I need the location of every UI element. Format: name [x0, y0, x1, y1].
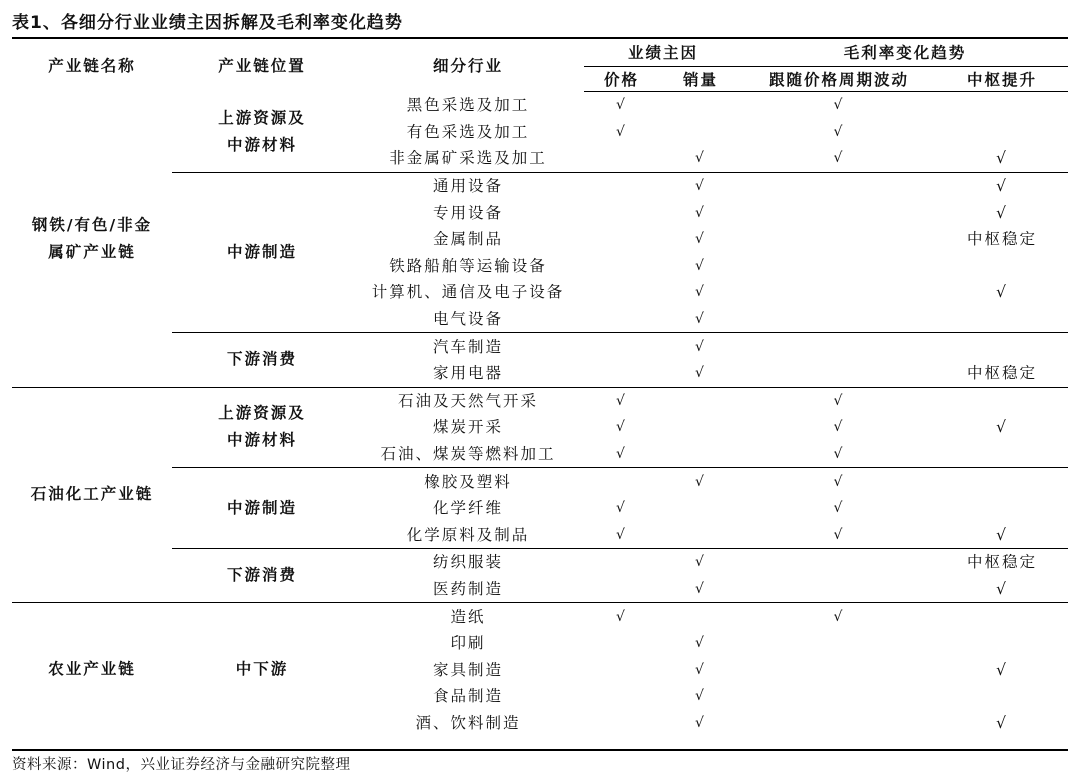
- position-name: [172, 172, 352, 333]
- volume-cell: [659, 92, 742, 119]
- header-driver-group: 业绩主因: [584, 38, 742, 67]
- rise-cell: √: [996, 713, 1008, 732]
- industry-cell: 电气设备: [432, 310, 503, 329]
- volume-cell: √: [695, 231, 706, 248]
- industry-cell: 食品制造: [432, 687, 503, 706]
- price-cell: √: [584, 603, 659, 630]
- cyclical-cell: [742, 683, 936, 710]
- cyclical-cell: √: [833, 123, 845, 140]
- rise-cell: [936, 630, 1068, 657]
- header-margin-group: 毛利率变化趋势: [742, 38, 1068, 67]
- price-cell: [584, 710, 659, 737]
- cyclical-cell: √: [742, 603, 936, 630]
- position-name: [172, 92, 352, 173]
- industry-cell: 造纸: [352, 603, 584, 630]
- header-position: 产业链位置: [218, 56, 306, 75]
- header-rise: 中枢提升: [936, 67, 1068, 92]
- volume-cell: [659, 119, 742, 146]
- position-name-line: 下游消费: [226, 566, 297, 585]
- price-cell: [584, 656, 659, 683]
- volume-cell: [659, 522, 742, 549]
- position-name: [172, 468, 352, 549]
- cyclical-cell: [742, 333, 936, 360]
- header-volume: 销量: [659, 67, 742, 92]
- cyclical-cell: [742, 172, 936, 199]
- price-cell: [584, 253, 659, 280]
- source-note: 资料来源：Wind，兴业证券经济与金融研究院整理: [12, 757, 351, 773]
- rise-cell: [936, 92, 1068, 119]
- price-cell: √: [616, 526, 627, 543]
- chain-name-line: 农业产业链: [48, 660, 136, 679]
- industry-cell: 家用电器: [432, 364, 503, 383]
- rise-cell: [936, 333, 1068, 360]
- chain-name: [12, 387, 172, 603]
- volume-cell: [659, 495, 742, 522]
- header-chain: 产业链名称: [48, 56, 136, 75]
- bottom-rule: [12, 749, 1068, 751]
- rise-cell: [936, 441, 1068, 468]
- table-title: 表1、各细分行业业绩主因拆解及毛利率变化趋势: [12, 13, 403, 33]
- rise-cell: [936, 683, 1068, 710]
- table-row: [12, 603, 1068, 630]
- position-name: [172, 387, 352, 468]
- rise-cell: √: [936, 172, 1068, 199]
- price-cell: [584, 306, 659, 333]
- cyclical-cell: [742, 226, 936, 253]
- rise-cell: [936, 306, 1068, 333]
- volume-cell: √: [695, 257, 706, 274]
- industry-cell: 化学原料及制品: [406, 525, 530, 544]
- cyclical-cell: √: [742, 468, 936, 495]
- volume-cell: √: [659, 333, 742, 360]
- rise-cell: [936, 495, 1068, 522]
- header-price: 价格: [584, 67, 659, 92]
- cyclical-cell: √: [833, 419, 845, 436]
- rise-cell: 中枢稳定: [936, 549, 1068, 576]
- industry-table: [12, 38, 1068, 736]
- rise-cell: 中枢稳定: [967, 230, 1038, 249]
- volume-cell: [659, 387, 742, 414]
- position-name: [172, 333, 352, 387]
- volume-cell: √: [695, 150, 706, 167]
- rise-cell: [936, 387, 1068, 414]
- chain-name: [12, 603, 172, 736]
- price-cell: √: [584, 387, 659, 414]
- industry-cell: 医药制造: [432, 579, 503, 598]
- volume-cell: √: [695, 688, 706, 705]
- price-cell: [584, 172, 659, 199]
- position-name-line: 中游制造: [226, 243, 297, 262]
- position-name: [172, 549, 352, 603]
- price-cell: √: [616, 446, 627, 463]
- cyclical-cell: √: [833, 500, 845, 517]
- cyclical-cell: [742, 306, 936, 333]
- volume-cell: √: [695, 661, 706, 678]
- position-name-line: 中下游: [235, 660, 289, 679]
- industry-cell: 非金属矿采选及加工: [389, 149, 547, 168]
- volume-cell: √: [695, 204, 706, 221]
- price-cell: [584, 199, 659, 226]
- cyclical-cell: √: [833, 150, 845, 167]
- chain-name-line: 钢铁/有色/非金: [31, 216, 153, 235]
- cyclical-cell: √: [742, 387, 936, 414]
- industry-cell: 煤炭开采: [432, 418, 503, 437]
- volume-cell: √: [695, 365, 706, 382]
- price-cell: [584, 683, 659, 710]
- industry-cell: 汽车制造: [352, 333, 584, 360]
- volume-cell: √: [695, 580, 706, 597]
- rise-cell: √: [996, 525, 1008, 544]
- price-cell: [584, 576, 659, 603]
- volume-cell: [659, 414, 742, 441]
- industry-cell: 通用设备: [352, 172, 584, 199]
- price-cell: √: [616, 500, 627, 517]
- industry-cell: 计算机、通信及电子设备: [371, 283, 565, 302]
- cyclical-cell: [742, 253, 936, 280]
- chain-name-line: 属矿产业链: [48, 243, 136, 262]
- rise-cell: [936, 603, 1068, 630]
- rise-cell: [936, 253, 1068, 280]
- cyclical-cell: [742, 656, 936, 683]
- industry-cell: 橡胶及塑料: [352, 468, 584, 495]
- position-name-line: 中游材料: [226, 431, 297, 450]
- rise-cell: 中枢稳定: [967, 364, 1038, 383]
- rise-cell: √: [996, 579, 1008, 598]
- price-cell: [584, 549, 659, 576]
- position-name: [172, 603, 352, 736]
- volume-cell: √: [659, 468, 742, 495]
- chain-name-line: 石油化工产业链: [30, 485, 154, 504]
- cyclical-cell: [742, 576, 936, 603]
- cyclical-cell: [742, 630, 936, 657]
- rise-cell: [936, 119, 1068, 146]
- header-cyclical: 跟随价格周期波动: [742, 67, 936, 92]
- price-cell: √: [616, 419, 627, 436]
- industry-cell: 专用设备: [432, 203, 503, 222]
- price-cell: [584, 279, 659, 306]
- industry-cell: 酒、饮料制造: [415, 713, 521, 732]
- price-cell: [584, 226, 659, 253]
- price-cell: √: [616, 123, 627, 140]
- price-cell: [584, 630, 659, 657]
- position-name-line: 下游消费: [226, 350, 297, 369]
- industry-cell: 黑色采选及加工: [406, 96, 530, 115]
- price-cell: [584, 360, 659, 387]
- industry-cell: 有色采选及加工: [406, 122, 530, 141]
- table-row: [12, 387, 1068, 414]
- rise-cell: [936, 468, 1068, 495]
- rise-cell: √: [996, 660, 1008, 679]
- volume-cell: √: [695, 311, 706, 328]
- industry-cell: 化学纤维: [432, 499, 503, 518]
- cyclical-cell: √: [833, 446, 845, 463]
- industry-cell: 铁路船舶等运输设备: [389, 256, 547, 275]
- price-cell: [584, 333, 659, 360]
- rise-cell: √: [996, 203, 1008, 222]
- rise-cell: √: [996, 418, 1008, 437]
- table-body: [12, 92, 1068, 737]
- volume-cell: √: [695, 714, 706, 731]
- industry-cell: 石油、煤炭等燃料加工: [380, 445, 556, 464]
- industry-cell: 金属制品: [432, 230, 503, 249]
- volume-cell: [659, 603, 742, 630]
- cyclical-cell: √: [833, 526, 845, 543]
- price-cell: √: [616, 97, 627, 114]
- industry-cell: 纺织服装: [352, 549, 584, 576]
- volume-cell: √: [659, 549, 742, 576]
- volume-cell: √: [695, 635, 706, 652]
- chain-name: [12, 92, 172, 388]
- header-industry: 细分行业: [432, 56, 503, 75]
- cyclical-cell: [742, 199, 936, 226]
- position-name-line: 上游资源及: [218, 404, 306, 423]
- price-cell: [584, 468, 659, 495]
- volume-cell: [659, 441, 742, 468]
- cyclical-cell: [742, 360, 936, 387]
- rise-cell: √: [996, 149, 1008, 168]
- industry-cell: 家具制造: [432, 660, 503, 679]
- volume-cell: √: [659, 172, 742, 199]
- cyclical-cell: [742, 549, 936, 576]
- cyclical-cell: [742, 710, 936, 737]
- cyclical-cell: √: [833, 97, 845, 114]
- volume-cell: √: [695, 284, 706, 301]
- position-name-line: 上游资源及: [218, 108, 306, 127]
- table-row: [12, 92, 1068, 119]
- industry-cell: 印刷: [450, 634, 486, 653]
- rise-cell: √: [996, 283, 1008, 302]
- cyclical-cell: [742, 279, 936, 306]
- industry-cell: 石油及天然气开采: [352, 387, 584, 414]
- price-cell: [584, 145, 659, 172]
- position-name-line: 中游制造: [226, 498, 297, 517]
- position-name-line: 中游材料: [226, 135, 297, 154]
